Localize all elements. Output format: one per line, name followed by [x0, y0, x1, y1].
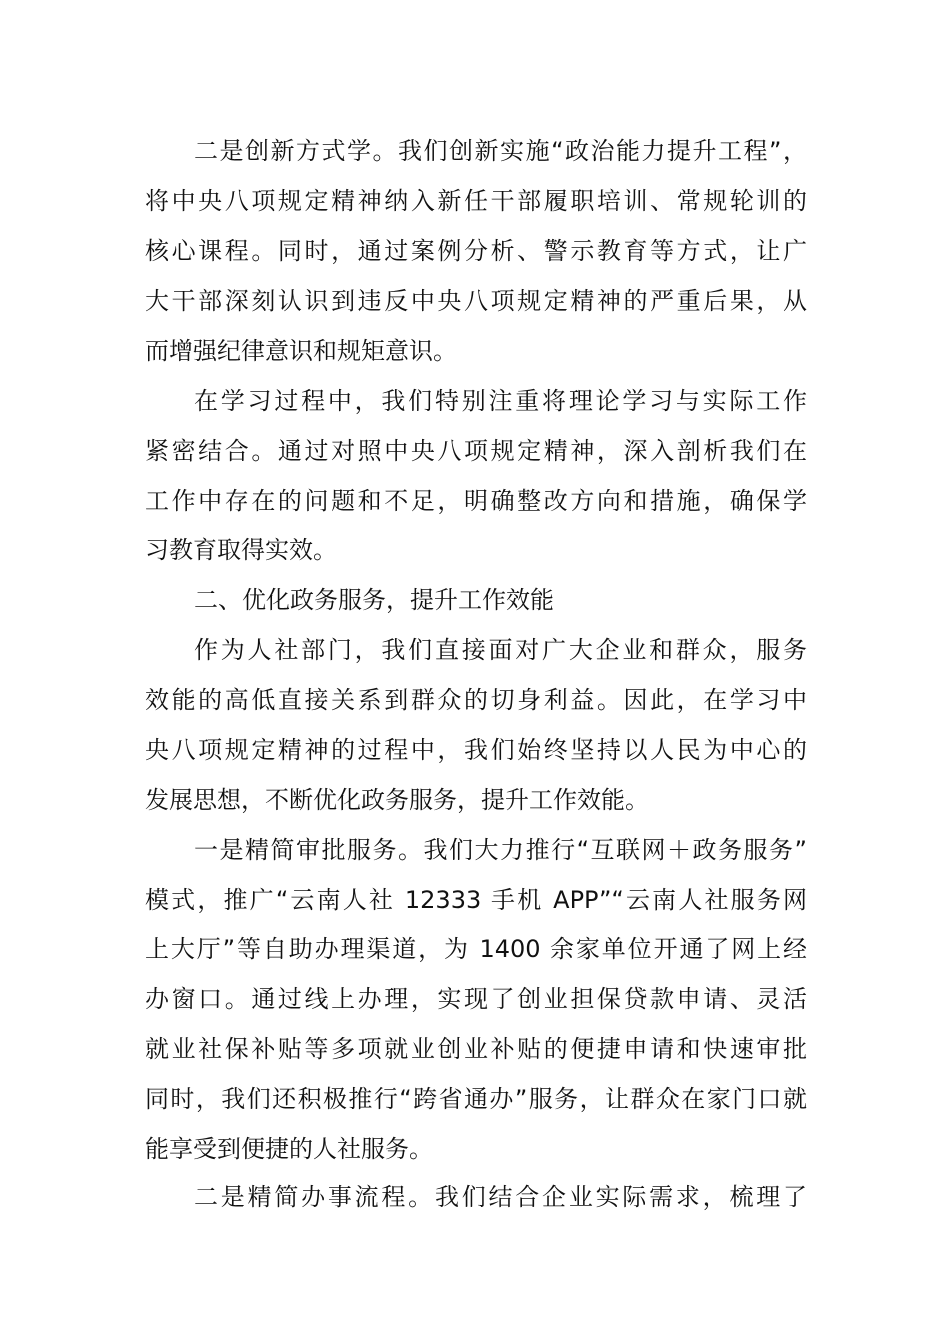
paragraph-2-line-3: 工作中存在的问题和不足，明确整改方向和措施，确保学 [145, 487, 807, 515]
paragraph-4-line-2: 模式，推广“云南人社 12333 手机 APP”“云南人社服务网 [145, 886, 807, 914]
paragraph-4-line-7: 能享受到便捷的人社服务。 [145, 1135, 433, 1163]
paragraph-4-line-4: 办窗口。通过线上办理，实现了创业担保贷款申请、灵活 [145, 985, 807, 1013]
paragraph-1-line-1: 二是创新方式学。我们创新实施“政治能力提升工程”， [194, 137, 807, 165]
paragraph-4-line-3: 上大厅”等自助办理渠道，为 1400 余家单位开通了网上经 [145, 935, 807, 963]
paragraph-2-line-4: 习教育取得实效。 [145, 536, 337, 564]
paragraph-1-line-2: 将中央八项规定精神纳入新任干部履职培训、常规轮训的 [145, 187, 807, 215]
paragraph-5-line-1: 二是精简办事流程。我们结合企业实际需求，梳理了 [194, 1183, 807, 1211]
paragraph-3-line-2: 效能的高低直接关系到群众的切身利益。因此，在学习中 [145, 686, 807, 714]
paragraph-2-line-2: 紧密结合。通过对照中央八项规定精神，深入剖析我们在 [145, 437, 807, 465]
paragraph-1-line-5: 而增强纪律意识和规矩意识。 [145, 337, 457, 365]
paragraph-4-line-5: 就业社保补贴等多项就业创业补贴的便捷申请和快速审批 [145, 1035, 807, 1063]
paragraph-3-line-4: 发展思想，不断优化政务服务，提升工作效能。 [145, 786, 649, 814]
section-heading: 二、优化政务服务，提升工作效能 [194, 586, 554, 614]
paragraph-3-line-3: 央八项规定精神的过程中，我们始终坚持以人民为中心的 [145, 736, 807, 764]
paragraph-2-line-1: 在学习过程中，我们特别注重将理论学习与实际工作 [194, 387, 807, 415]
paragraph-1-line-4: 大干部深刻认识到违反中央八项规定精神的严重后果，从 [145, 287, 807, 315]
paragraph-4-line-6: 同时，我们还积极推行“跨省通办”服务，让群众在家门口就 [145, 1085, 807, 1113]
paragraph-4-line-1: 一是精简审批服务。我们大力推行“互联网＋政务服务” [194, 836, 807, 864]
paragraph-1-line-3: 核心课程。同时，通过案例分析、警示教育等方式，让广 [145, 237, 807, 265]
paragraph-3-line-1: 作为人社部门，我们直接面对广大企业和群众，服务 [194, 636, 807, 664]
